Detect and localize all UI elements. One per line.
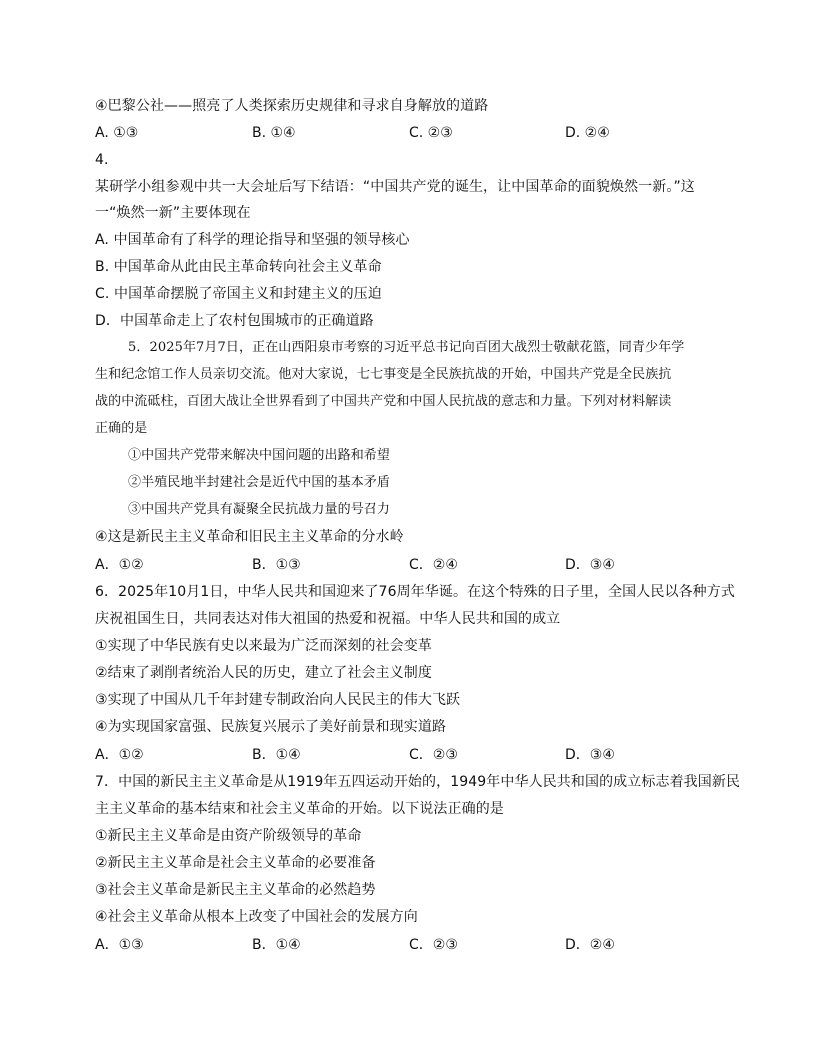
q6-stem-line-1: 6．2025年10月1日，中华人民共和国迎来了76周年华诞。在这个特殊的日子里，全国人民以各种方式 — [95, 584, 735, 600]
q6-option-c: C．②③ — [409, 747, 458, 763]
q3-option-d: D. ②④ — [565, 125, 610, 141]
q6-option-d: D．③④ — [565, 747, 615, 763]
q7-item-1: ①新民主主义革命是由资产阶级领导的革命 — [95, 828, 362, 844]
q4-number: 4. — [95, 152, 109, 168]
q7-stem-line-1: 7．中国的新民主主义革命是从1919年五四运动开始的，1949年中华人民共和国的成立标志着我国新民 — [95, 774, 741, 790]
q3-option-c: C. ②③ — [409, 125, 453, 141]
q7-option-d: D．②④ — [565, 937, 615, 953]
q5-option-c: C．②④ — [409, 557, 458, 573]
q6-item-1: ①实现了中华民族有史以来最为广泛而深刻的社会变革 — [95, 638, 432, 654]
q6-item-3: ③实现了中国从几千年封建专制政治向人民民主的伟大飞跃 — [95, 692, 461, 708]
q5-stem-line-2: 生和纪念馆工作人员亲切交流。他对大家说，七七事变是全民族抗战的开始，中国共产党是全民族抗 — [95, 367, 672, 382]
q5-item-1: ①中国共产党带来解决中国问题的出路和希望 — [128, 448, 391, 463]
q4-stem-line-2: 一“焕然一新”主要体现在 — [95, 205, 251, 221]
q6-option-a: A．①② — [95, 747, 144, 763]
q4-option-c: C. 中国革命摆脱了帝国主义和封建主义的压迫 — [95, 286, 382, 302]
q5-item-2: ②半殖民地半封建社会是近代中国的基本矛盾 — [128, 475, 391, 490]
q5-options — [95, 556, 735, 574]
q5-item-3: ③中国共产党具有凝聚全民抗战力量的号召力 — [128, 502, 391, 517]
q5-stem-line-4: 正确的是 — [95, 421, 148, 436]
q6-item-4: ④为实现国家富强、民族复兴展示了美好前景和现实道路 — [95, 719, 447, 735]
q4-stem-line-1: 某研学小组参观中共一大会址后写下结语：“中国共产党的诞生，让中国革命的面貌焕然一新。”这 — [95, 179, 695, 195]
q3-options — [95, 124, 735, 142]
q6-stem-line-2: 庆祝祖国生日，共同表达对伟大祖国的热爱和祝福。中华人民共和国的成立 — [95, 611, 561, 627]
q3-option-a: A. ①③ — [95, 125, 139, 141]
q3-option-b: B. ①④ — [252, 125, 296, 141]
q5-option-a: A．①② — [95, 557, 144, 573]
q7-option-b: B．①④ — [252, 937, 301, 953]
q7-option-c: C．②③ — [409, 937, 458, 953]
q7-item-3: ③社会主义革命是新民主主义革命的必然趋势 — [95, 882, 376, 898]
q4-option-a: A. 中国革命有了科学的理论指导和坚强的领导核心 — [95, 232, 410, 248]
q6-option-b: B．①④ — [252, 747, 301, 763]
q3-item-4: ④巴黎公社——照亮了人类探索历史规律和寻求自身解放的道路 — [95, 98, 489, 114]
q7-option-a: A．①③ — [95, 937, 144, 953]
q7-item-2: ②新民主主义革命是社会主义革命的必要准备 — [95, 855, 376, 871]
q4-option-d: D．中国革命走上了农村包围城市的正确道路 — [95, 313, 374, 329]
q6-item-2: ②结束了剥削者统治人民的历史，建立了社会主义制度 — [95, 665, 432, 681]
q5-stem-line-1: 5．2025年7月7日，正在山西阳泉市考察的习近平总书记向百团大战烈士敬献花篮，同青少年学 — [128, 340, 685, 355]
q5-option-b: B．①③ — [252, 557, 301, 573]
q4-option-b: B. 中国革命从此由民主革命转向社会主义革命 — [95, 259, 382, 275]
q7-stem-line-2: 主主义革命的基本结束和社会主义革命的开始。以下说法正确的是 — [95, 801, 504, 817]
q7-options — [95, 936, 735, 954]
q5-stem-line-3: 战的中流砥柱，百团大战让全世界看到了中国共产党和中国人民抗战的意志和力量。下列对材料解读 — [95, 394, 672, 409]
q5-item-4: ④这是新民主主义革命和旧民主主义革命的分水岭 — [95, 529, 404, 545]
q5-option-d: D．③④ — [565, 557, 615, 573]
q7-item-4: ④社会主义革命从根本上改变了中国社会的发展方向 — [95, 909, 418, 925]
q6-options — [95, 746, 735, 764]
